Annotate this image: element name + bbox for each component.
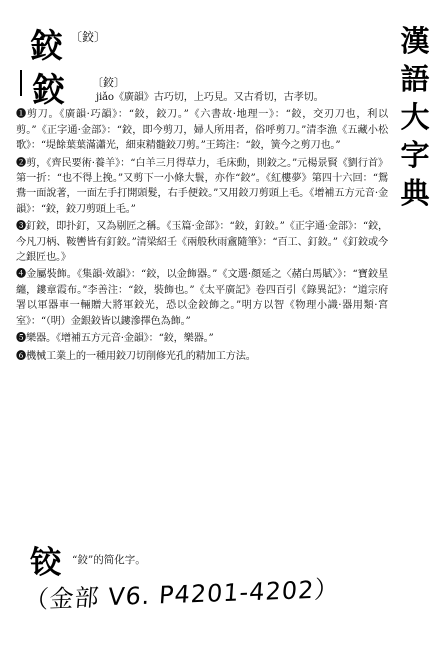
simplified-note: “鉸”的简化字。 (72, 554, 146, 566)
header-seal-form: 〔鉸〕 (70, 30, 107, 44)
header-character: 鉸 (30, 26, 63, 65)
dictionary-title-vertical (398, 22, 432, 212)
entry-body (16, 90, 388, 364)
title-char-5: 典 (400, 176, 430, 210)
entry-seal-form: 〔鉸〕 (92, 76, 125, 89)
sense-5: ❺樂器。《增補五方元音·金韻》：“鉸，樂器。” (16, 333, 214, 345)
sense-6: ❻機械工業上的一種用鉸刀切削修光孔的精加工方法。 (16, 350, 256, 362)
title-char-3: 大 (400, 100, 430, 134)
title-char-4: 字 (400, 138, 430, 172)
sense-1: ❶剪刀。《廣韻·巧韻》：“鉸，鉸刀。”《六書故·地理一》：“鉸，交刃刀也，利以剪。”《正字通·金部》：“鉸，即今剪刀，婦人所用者，俗呼剪刀。”清李漁《五藏小松歌》：“堤餘葉葉滿瀟光，細束精髓鉸刀剪。”王筠注：“鉸，簧今之剪刀也。” (16, 109, 388, 152)
pronunciation-line: jiǎo《廣韻》古巧切，上巧見。又古肴切，古孝切。 (96, 92, 324, 103)
sense-4: ❹金屬裝飾。《集韻·效韻》：“鉸，以金飾器。”《文選·顏延之〈赭白馬賦〉》：“寶鉸星纏，鏤章霞布。”李善注：“鉸，裝飾也。”《太平廣記》卷四百引《錄異記》：“道宗府署以軍器車一輛贈大將軍鉸光，恐以金鉸飾之。”明方以智《物理小識·器用類·宮室》：“（明）金銀鉸皆以鏤滲擇色為飾。” (16, 269, 388, 327)
sense-3: ❸釘鉸，即扑釘，又為剔匠之稱。《玉篇·金部》：“鉸，釘鉸。”《正字通·金部》：“鉸，今凡刀柄、鞍轡皆有釘鉸。”清梁紹壬《兩般秋雨盦隨筆》：“百工、釘鉸。”《釘鉸或今之銀匠也。》 (16, 221, 388, 264)
entry-character: 鉸 (32, 70, 65, 109)
title-char-1: 漢 (400, 24, 430, 58)
simplified-character: 铰 (30, 545, 61, 581)
title-char-2: 語 (400, 62, 430, 96)
handwritten-page-reference: （金部 V6. P4201-4202） (23, 575, 341, 615)
sense-2: ❷剪，《齊民要術·養羊》：“白羊三月得草力，毛床動，則鉸之。”元楊景賢《劉行首》第一折：“也不得上挽。”又剪下一小條大鬟，亦作“鉸”。《紅樓夢》第四十六回：“鴛鴦一面說著，一面左手打開頭髮，右手便鉸。”又用鉸刀剪頭上毛。《增補五方元音·金韻》：“鉸，鉸刀剪頭上毛。” (16, 157, 388, 215)
